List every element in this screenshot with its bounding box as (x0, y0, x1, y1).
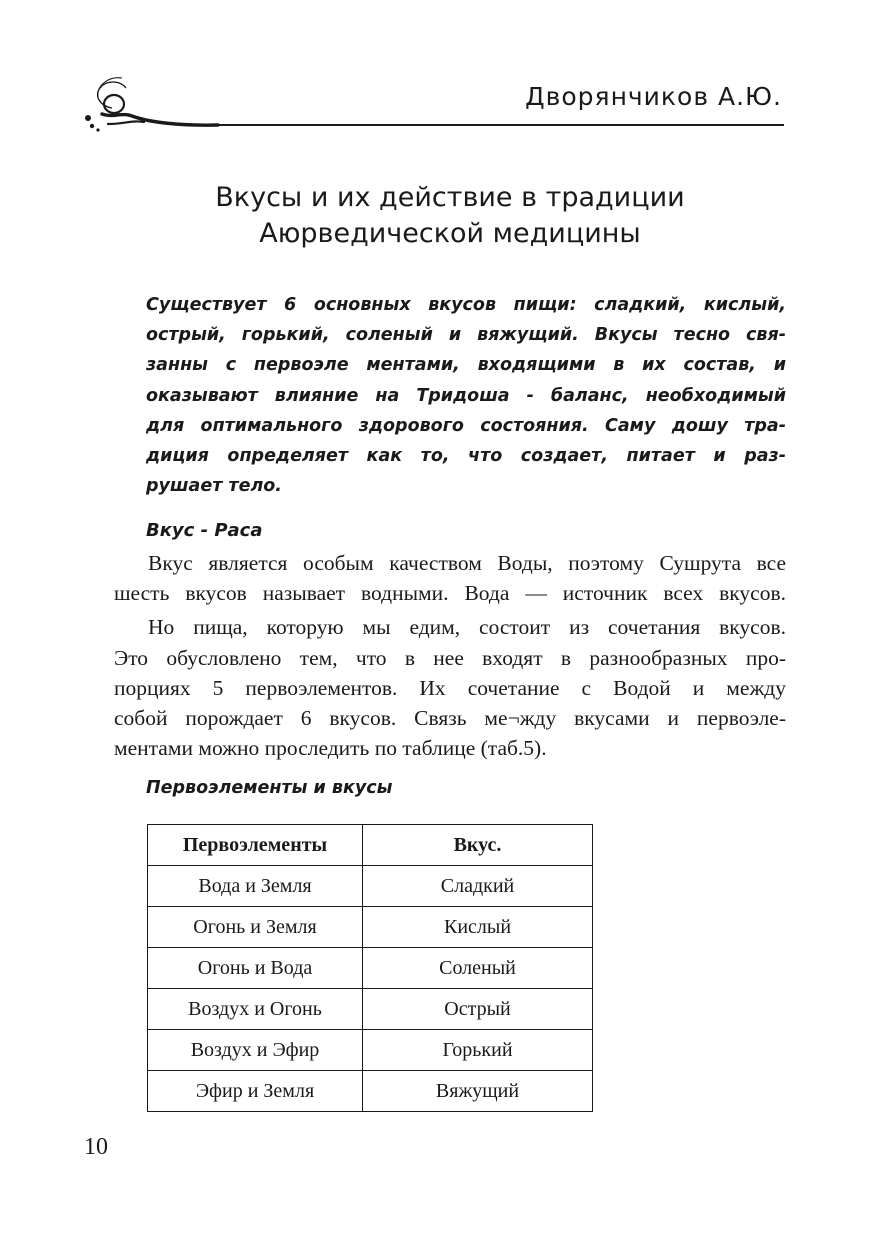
chapter-title-line: Вкусы и их действие в традиции (215, 182, 685, 213)
table-cell-taste: Вяжущий (363, 1071, 593, 1112)
table-cell-elements: Воздух и Эфир (148, 1030, 363, 1071)
paragraph-line: порциях 5 первоэлементов. Их сочетание с Водой и между (114, 675, 786, 700)
table-cell-taste: Соленый (363, 948, 593, 989)
column-header-taste: Вкус. (363, 825, 593, 866)
lead-line: для оптимального здорового состояния. Саму дошу тра- (146, 415, 786, 436)
paragraph-line: Это обусловлено тем, что в нее входят в разнообразных про- (114, 645, 786, 670)
paragraph-line: собой порождает 6 вкусов. Связь ме¬жду вкусами и первоэле- (114, 706, 786, 731)
paragraph-line: шесть вкусов называет водными. Вода — источник всех вкусов. (114, 581, 786, 606)
table-row (148, 948, 593, 989)
lead-line: диция определяет как то, что создает, питает и раз- (146, 446, 786, 467)
table-cell-elements: Огонь и Земля (148, 907, 363, 948)
lead-line: Существует 6 основных вкусов пищи: сладкий, кислый, (146, 295, 786, 315)
table-cell-elements: Эфир и Земля (148, 1071, 363, 1112)
table-row (148, 1030, 593, 1071)
table-cell-taste: Острый (363, 989, 593, 1030)
lead-line: рушает тело. (146, 476, 282, 497)
lead-line: оказывают влияние на Тридоша - баланс, необходимый (146, 385, 786, 406)
table-cell-taste: Кислый (363, 907, 593, 948)
paragraph-line: ментами можно проследить по таблице (таб.5). (114, 736, 547, 761)
page-number: 10 (84, 1134, 108, 1160)
lead-paragraph (146, 290, 786, 501)
lead-line: острый, горький, соленый и вяжущий. Вкусы тесно свя- (146, 325, 786, 346)
chapter-title (120, 180, 780, 252)
swirl-ornament-icon (78, 70, 238, 140)
table-cell-elements: Вода и Земля (148, 866, 363, 907)
table-cell-elements: Воздух и Огонь (148, 989, 363, 1030)
section-subheading: Вкус - Раса (146, 520, 263, 541)
table-caption: Первоэлементы и вкусы (146, 778, 393, 798)
table-row (148, 866, 593, 907)
table-cell-elements: Огонь и Вода (148, 948, 363, 989)
table-row (148, 989, 593, 1030)
elements-taste-table (147, 824, 593, 1112)
running-head-author: Дворянчиков А.Ю. (525, 82, 782, 111)
paragraph-line: Но пища, которую мы едим, состоит из сочетания вкусов. (148, 615, 786, 640)
table-row (148, 1071, 593, 1112)
lead-line: занны с первоэле ментами, входящими в их состав, и (146, 355, 786, 376)
header-rule (196, 124, 784, 126)
table-header-row (148, 825, 593, 866)
table-cell-taste: Сладкий (363, 866, 593, 907)
table-cell-taste: Горький (363, 1030, 593, 1071)
page-header (0, 0, 874, 150)
chapter-title-line: Аюрведической медицины (259, 218, 641, 249)
table-row (148, 907, 593, 948)
paragraph-line: Вкус является особым качеством Воды, поэтому Сушрута все (148, 551, 786, 575)
body-text (114, 548, 786, 763)
column-header-elements: Первоэлементы (148, 825, 363, 866)
